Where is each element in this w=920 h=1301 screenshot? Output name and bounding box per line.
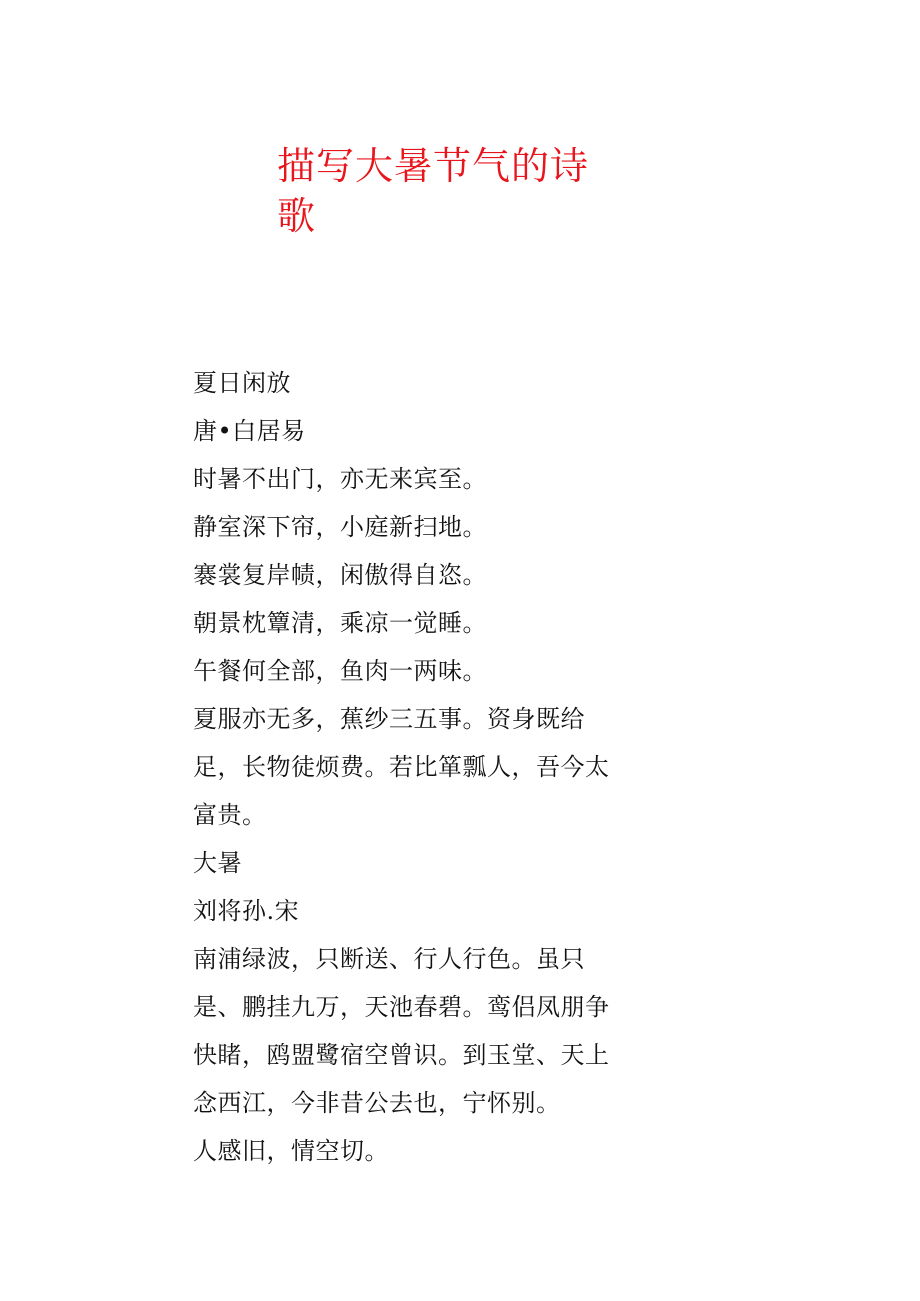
poem-line: 念西江，今非昔公去也，宁怀别。 [193, 1089, 561, 1117]
poem-line: 足，长物徒烦费。若比箪瓢人，吾今太 [193, 753, 610, 781]
poem-line: 褰裳复岸帻，闲傲得自恣。 [193, 561, 487, 589]
poem-2-title: 大暑 [193, 849, 242, 877]
poem-1-title: 夏日闲放 [193, 369, 291, 397]
poem-line: 夏服亦无多，蕉纱三五事。资身既给 [193, 705, 585, 733]
poem-line: 南浦绿波，只断送、行人行色。虽只 [193, 945, 585, 973]
document-title: 描写大暑节气的诗歌 [277, 144, 590, 238]
poem-line: 朝景枕簟清，乘凉一觉睡。 [193, 609, 487, 637]
poem-line: 是、鹏挂九万，天池春碧。鸾侣凤朋争 [193, 993, 610, 1021]
poem-line: 快睹，鸥盟鹭宿空曾识。到玉堂、天上 [193, 1041, 610, 1069]
poem-1-author: 唐•白居易 [193, 417, 306, 445]
poem-line: 午餐何全部，鱼肉一两味。 [193, 657, 487, 685]
poem-line: 时暑不出门，亦无来宾至。 [193, 465, 487, 493]
poem-line: 人感旧，情空切。 [193, 1137, 389, 1165]
poem-line: 静室深下帘，小庭新扫地。 [193, 513, 487, 541]
poem-body [193, 359, 633, 1175]
poem-line: 富贵。 [193, 801, 267, 829]
poem-2-author: 刘将孙.宋 [193, 897, 300, 925]
